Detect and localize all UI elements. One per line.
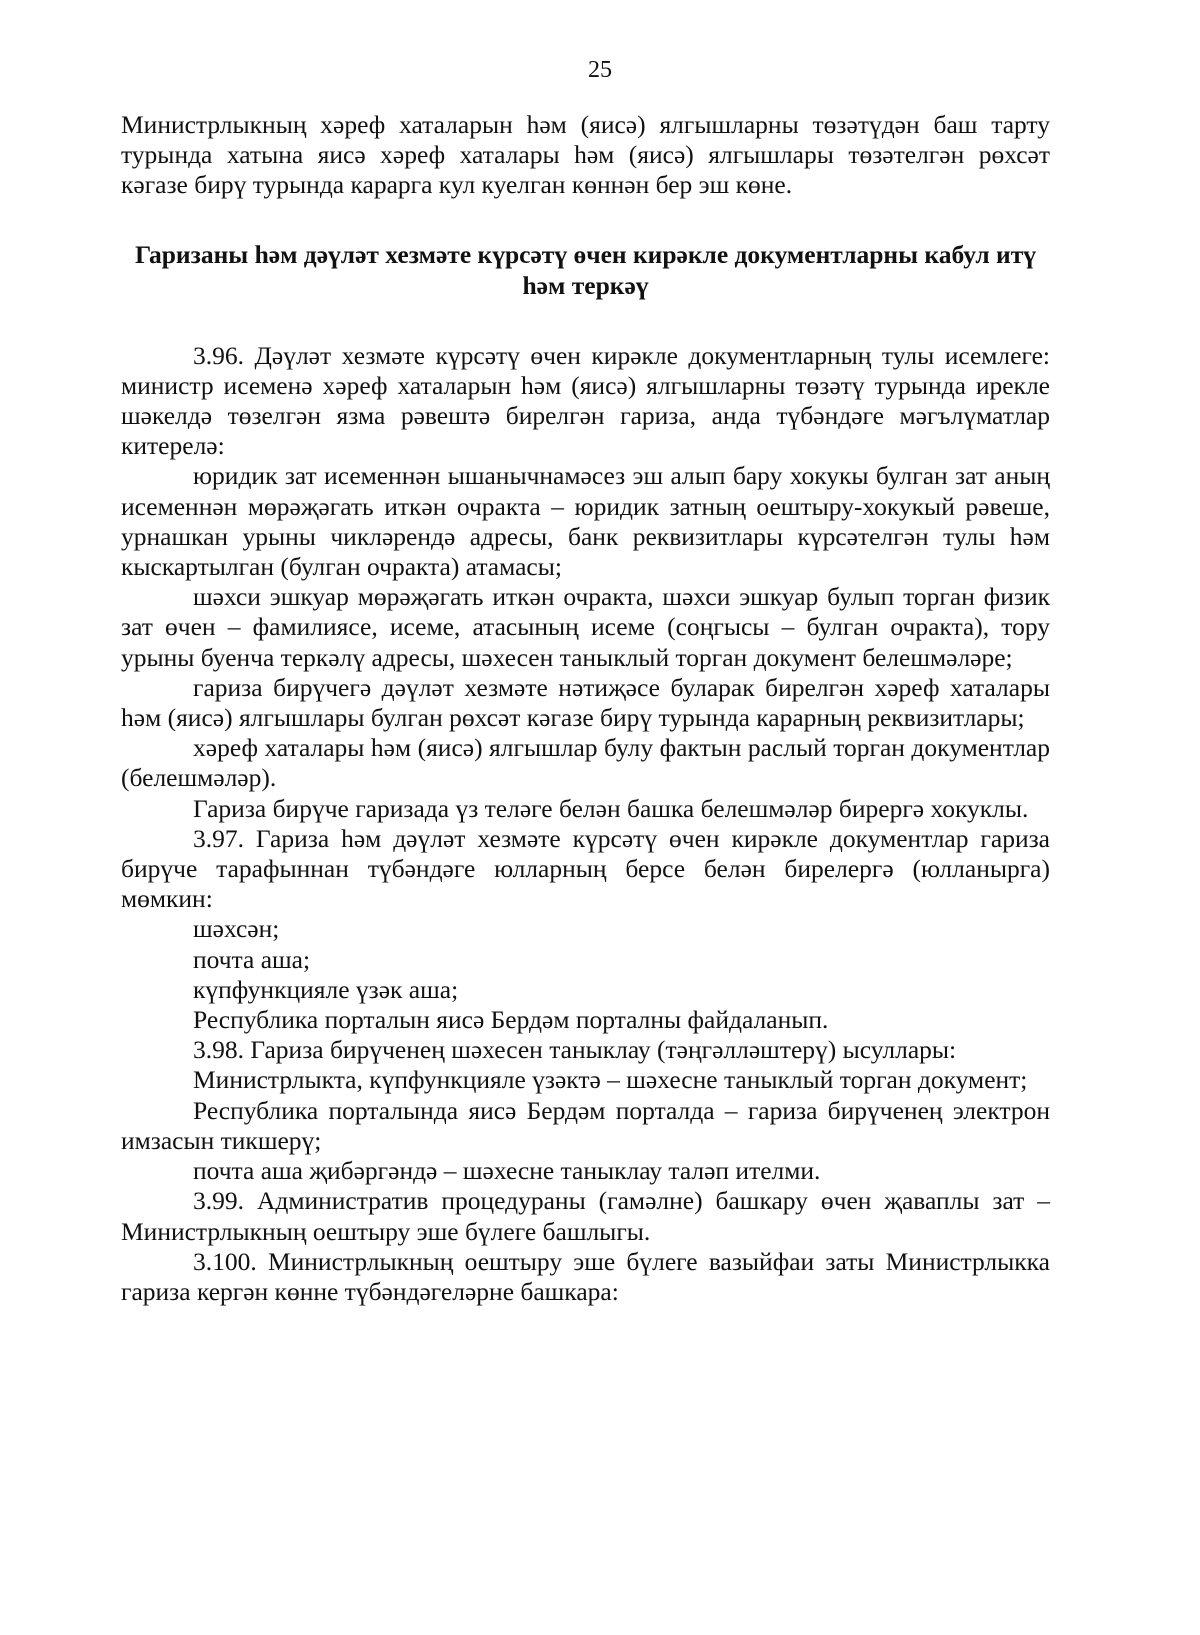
paragraph-ministry-identification: Министрлыкта, күпфункцияле үзәктә – шәхесне таныклый торган документ; [193, 1065, 1028, 1095]
paragraph-3-96: 3.96. Дәүләт хезмәте күрсәтү өчен кирәкле документларның тулы исемлеге: министр исеменә хәреф хаталарын һәм (яисә) ялгышларны төзәтү турында ирекле шәкелдә төзелгән язма рәвештә бирелгән гариза, анда түбәндәге мәгълүматлар китерелә: [121, 340, 1050, 461]
paragraph-individual-entrepreneur: шәхси эшкуар мөрәҗәгать иткән очракта, шәхси эшкуар булып торган физик зат өчен – фамилиясе, исеме, атасының исеме (соңгысы – булган очракта), тору урыны буенча теркәлү адресы, шәхесен таныклый торган документ белешмәләре; [121, 582, 1050, 672]
paragraph-decision-details: гариза бирүчегә дәүләт хезмәте нәтиҗәсе буларак бирелгән хәреф хаталары һәм (яисә) ялгышлары булган рөхсәт кәгазе бирү турында карарның реквизитлары; [121, 672, 1050, 733]
list-item-in-person: шәхсән; [193, 914, 280, 944]
section-heading: Гаризаны һәм дәүләт хезмәте күрсәтү өчен кирәкле документларны кабул итү һәм теркәү [134, 239, 1037, 300]
intro-paragraph: Министрлыкның хәреф хаталарын һәм (яисә) ялгышларны төзәтүдән баш тарту турында хатына яисә хәреф хаталары һәм (яисә) ялгышлары төзәтелгән рөхсәт кәгазе бирү турында карарга кул куелган көннән бер эш көне. [121, 110, 1050, 200]
page-number: 25 [588, 57, 612, 83]
paragraph-additional-info: Гариза бирүче гаризада үз теләге белән башка белешмәләр бирергә хокуклы. [193, 793, 1029, 823]
list-item-mfc: күпфункцияле үзәк аша; [193, 974, 459, 1004]
paragraph-3-99: 3.99. Административ процедураны (гамәлне) башкару өчен җаваплы зат – Министрлыкның оештыру эше бүлеге башлыгы. [121, 1186, 1050, 1246]
paragraph-portal-identification: Республика порталында яисә Бердәм порталда – гариза бирүченең электрон имзасын тикшерү; [121, 1095, 1050, 1155]
paragraph-3-100: 3.100. Министрлыкның оештыру эше бүлеге вазыйфаи заты Министрлыкка гариза кергән көнне түбәндәгеләрне башкара: [121, 1246, 1050, 1306]
paragraph-3-98: 3.98. Гариза бирүченең шәхесен таныклау (тәңгәлләштерү) ысуллары: [193, 1035, 957, 1065]
paragraph-legal-entity: юридик зат исеменнән ышанычнамәсез эш алып бару хокукы булган зат аның исеменнән мөрәҗәгать иткән очракта – юридик затның оештыру-хокукый рәвеше, урнашкан урыны чикләрендә адресы, банк реквизитлары күрсәтелгән тулы һәм кыскартылган (булган очракта) атамасы; [121, 461, 1050, 582]
paragraph-3-97: 3.97. Гариза һәм дәүләт хезмәте күрсәтү өчен кирәкле документлар гариза бирүче тарафыннан түбәндәге юлларның берсе белән бирелергә (юлланырга) мөмкин: [121, 823, 1050, 914]
paragraph-mail-identification: почта аша җибәргәндә – шәхесне таныклау таләп ителми. [193, 1156, 821, 1186]
page-content [121, 110, 1050, 1307]
paragraph-supporting-documents: хәреф хаталары һәм (яисә) ялгышлар булу фактын раслый торган документлар (белешмәләр). [121, 733, 1050, 793]
list-item-by-mail: почта аша; [193, 944, 311, 974]
list-item-portal: Республика порталын яисә Бердәм порталны файдаланып. [193, 1005, 829, 1035]
